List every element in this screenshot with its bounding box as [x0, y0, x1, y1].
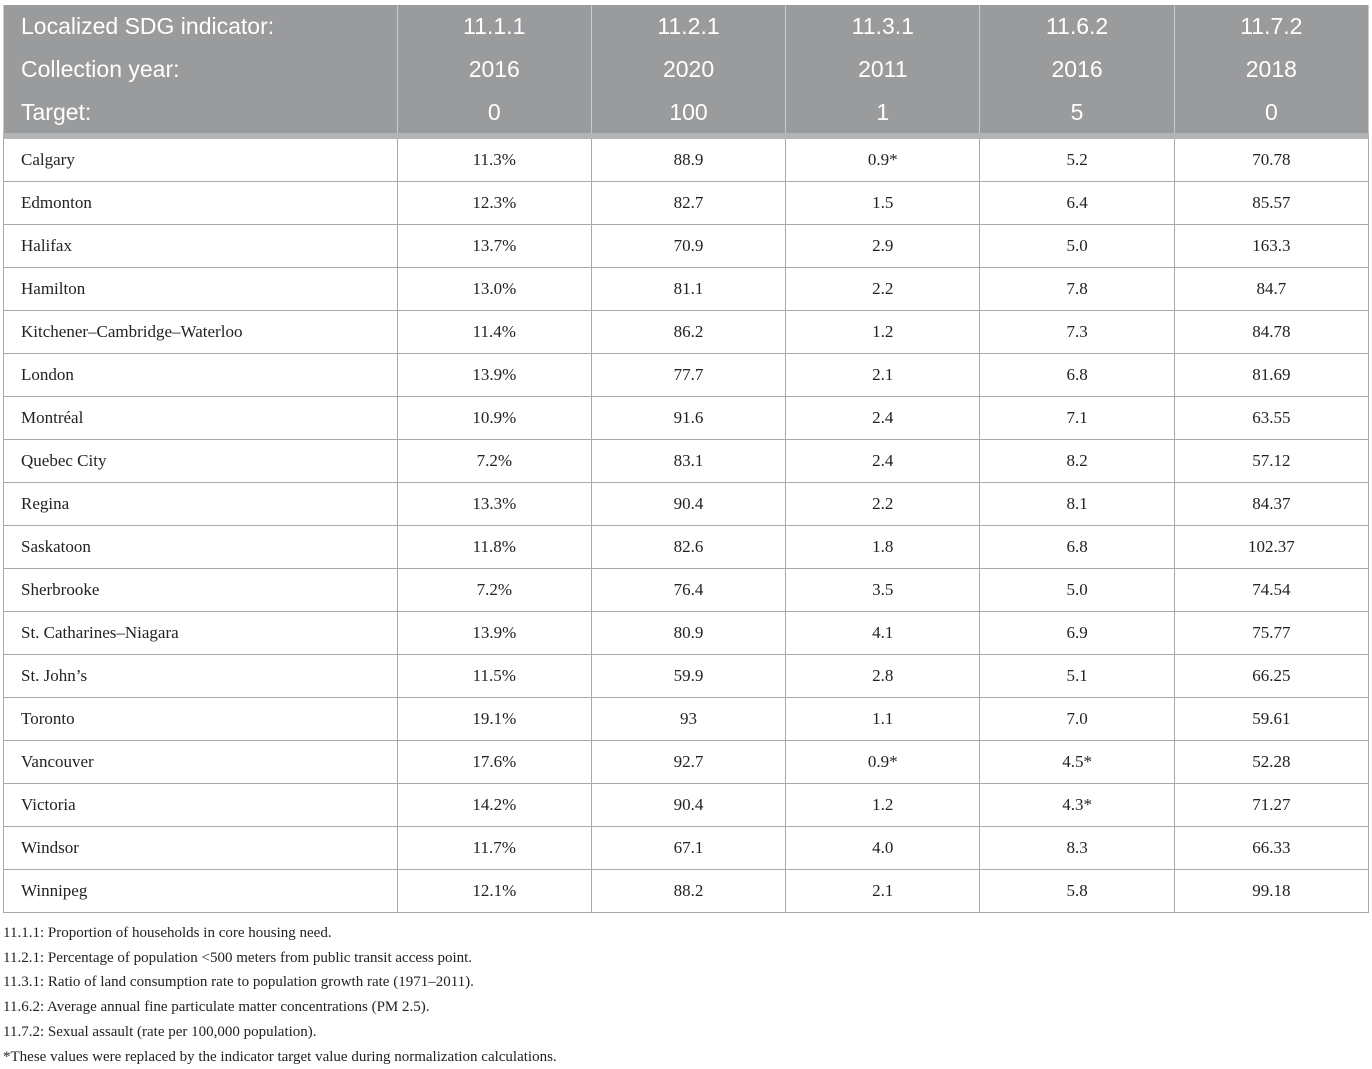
header-cell: 2016	[980, 48, 1174, 91]
table-row	[4, 268, 1369, 311]
table-row	[4, 569, 1369, 612]
city-name: St. Catharines–Niagara	[4, 612, 398, 655]
city-name: Toronto	[4, 698, 398, 741]
header-cell: 11.6.2	[980, 5, 1174, 48]
header-cell: 11.1.1	[397, 5, 591, 48]
indicator-value: 4.1	[786, 612, 980, 655]
indicator-value: 81.1	[591, 268, 785, 311]
table-row	[4, 354, 1369, 397]
header-cell: 11.2.1	[591, 5, 785, 48]
city-name: Kitchener–Cambridge–Waterloo	[4, 311, 398, 354]
sdg-indicator-table	[3, 5, 1369, 913]
header-cell: 2020	[591, 48, 785, 91]
header-label: Target:	[4, 91, 398, 136]
indicator-value: 8.2	[980, 440, 1174, 483]
indicator-value: 52.28	[1174, 741, 1368, 784]
indicator-value: 74.54	[1174, 569, 1368, 612]
indicator-value: 84.7	[1174, 268, 1368, 311]
indicator-value: 82.7	[591, 182, 785, 225]
indicator-value: 88.9	[591, 136, 785, 182]
indicator-value: 5.0	[980, 225, 1174, 268]
indicator-value: 84.78	[1174, 311, 1368, 354]
header-cell: 11.3.1	[786, 5, 980, 48]
footnote: 11.3.1: Ratio of land consumption rate to population growth rate (1971–2011).	[3, 974, 474, 991]
city-name: Hamilton	[4, 268, 398, 311]
table-body	[4, 136, 1369, 913]
indicator-value: 2.1	[786, 354, 980, 397]
indicator-value: 1.1	[786, 698, 980, 741]
indicator-value: 75.77	[1174, 612, 1368, 655]
city-name: Quebec City	[4, 440, 398, 483]
table-row	[4, 784, 1369, 827]
indicator-value: 1.5	[786, 182, 980, 225]
indicator-value: 13.9%	[397, 612, 591, 655]
indicator-value: 11.8%	[397, 526, 591, 569]
indicator-value: 5.8	[980, 870, 1174, 913]
indicator-value: 91.6	[591, 397, 785, 440]
city-name: Winnipeg	[4, 870, 398, 913]
footnote: 11.2.1: Percentage of population <500 meters from public transit access point.	[3, 949, 473, 966]
indicator-value: 163.3	[1174, 225, 1368, 268]
indicator-value: 99.18	[1174, 870, 1368, 913]
indicator-value: 10.9%	[397, 397, 591, 440]
indicator-value: 11.5%	[397, 655, 591, 698]
table-row	[4, 136, 1369, 182]
indicator-value: 2.2	[786, 483, 980, 526]
city-name: Victoria	[4, 784, 398, 827]
header-cell: 0	[1174, 91, 1368, 136]
indicator-value: 13.9%	[397, 354, 591, 397]
indicator-value: 92.7	[591, 741, 785, 784]
header-row	[4, 91, 1369, 136]
indicator-value: 57.12	[1174, 440, 1368, 483]
city-name: Edmonton	[4, 182, 398, 225]
table-row	[4, 612, 1369, 655]
indicator-value: 12.1%	[397, 870, 591, 913]
indicator-value: 85.57	[1174, 182, 1368, 225]
indicator-value: 93	[591, 698, 785, 741]
header-row	[4, 48, 1369, 91]
table-row	[4, 397, 1369, 440]
indicator-value: 7.1	[980, 397, 1174, 440]
indicator-value: 13.0%	[397, 268, 591, 311]
indicator-value: 1.8	[786, 526, 980, 569]
indicator-value: 7.8	[980, 268, 1174, 311]
city-name: Saskatoon	[4, 526, 398, 569]
indicator-value: 4.0	[786, 827, 980, 870]
indicator-value: 19.1%	[397, 698, 591, 741]
header-cell: 5	[980, 91, 1174, 136]
city-name: Montréal	[4, 397, 398, 440]
indicator-value: 2.2	[786, 268, 980, 311]
indicator-value: 13.7%	[397, 225, 591, 268]
footnote: 11.6.2: Average annual fine particulate matter concentrations (PM 2.5).	[3, 999, 430, 1016]
indicator-value: 83.1	[591, 440, 785, 483]
indicator-value: 5.2	[980, 136, 1174, 182]
indicator-value: 63.55	[1174, 397, 1368, 440]
indicator-value: 8.1	[980, 483, 1174, 526]
table-row	[4, 870, 1369, 913]
indicator-value: 81.69	[1174, 354, 1368, 397]
indicator-value: 6.8	[980, 526, 1174, 569]
indicator-value: 14.2%	[397, 784, 591, 827]
table-row	[4, 655, 1369, 698]
city-name: Vancouver	[4, 741, 398, 784]
indicator-value: 70.9	[591, 225, 785, 268]
indicator-value: 70.78	[1174, 136, 1368, 182]
indicator-value: 0.9*	[786, 136, 980, 182]
indicator-value: 7.3	[980, 311, 1174, 354]
indicator-value: 59.61	[1174, 698, 1368, 741]
table-row	[4, 827, 1369, 870]
footnote: 11.1.1: Proportion of households in core housing need.	[3, 925, 332, 941]
header-cell: 2016	[397, 48, 591, 91]
city-name: London	[4, 354, 398, 397]
indicator-value: 67.1	[591, 827, 785, 870]
indicator-value: 76.4	[591, 569, 785, 612]
city-name: Regina	[4, 483, 398, 526]
header-cell: 1	[786, 91, 980, 136]
indicator-value: 6.8	[980, 354, 1174, 397]
table-row	[4, 311, 1369, 354]
indicator-value: 66.33	[1174, 827, 1368, 870]
footnote: *These values were replaced by the indicator target value during normalization calculations.	[3, 1048, 557, 1065]
table-row	[4, 741, 1369, 784]
footnotes	[3, 921, 1369, 1069]
header-label: Localized SDG indicator:	[4, 5, 398, 48]
indicator-value: 71.27	[1174, 784, 1368, 827]
indicator-value: 2.8	[786, 655, 980, 698]
header-cell: 0	[397, 91, 591, 136]
indicator-value: 7.2%	[397, 440, 591, 483]
table-row	[4, 182, 1369, 225]
indicator-value: 2.4	[786, 397, 980, 440]
indicator-value: 5.0	[980, 569, 1174, 612]
indicator-value: 6.4	[980, 182, 1174, 225]
table-header	[4, 5, 1369, 136]
indicator-value: 77.7	[591, 354, 785, 397]
indicator-value: 80.9	[591, 612, 785, 655]
indicator-value: 17.6%	[397, 741, 591, 784]
indicator-value: 88.2	[591, 870, 785, 913]
indicator-value: 90.4	[591, 784, 785, 827]
city-name: Windsor	[4, 827, 398, 870]
indicator-value: 8.3	[980, 827, 1174, 870]
indicator-value: 102.37	[1174, 526, 1368, 569]
indicator-value: 66.25	[1174, 655, 1368, 698]
indicator-value: 6.9	[980, 612, 1174, 655]
city-name: Calgary	[4, 136, 398, 182]
indicator-value: 1.2	[786, 784, 980, 827]
indicator-value: 59.9	[591, 655, 785, 698]
indicator-value: 86.2	[591, 311, 785, 354]
indicator-value: 4.3*	[980, 784, 1174, 827]
indicator-value: 11.7%	[397, 827, 591, 870]
indicator-value: 7.0	[980, 698, 1174, 741]
indicator-value: 2.4	[786, 440, 980, 483]
indicator-value: 0.9*	[786, 741, 980, 784]
indicator-value: 2.9	[786, 225, 980, 268]
table-row	[4, 225, 1369, 268]
indicator-value: 3.5	[786, 569, 980, 612]
indicator-value: 11.4%	[397, 311, 591, 354]
indicator-value: 90.4	[591, 483, 785, 526]
header-cell: 11.7.2	[1174, 5, 1368, 48]
table-row	[4, 526, 1369, 569]
header-cell: 2011	[786, 48, 980, 91]
header-label: Collection year:	[4, 48, 398, 91]
indicator-value: 2.1	[786, 870, 980, 913]
indicator-value: 4.5*	[980, 741, 1174, 784]
city-name: St. John’s	[4, 655, 398, 698]
indicator-value: 5.1	[980, 655, 1174, 698]
indicator-value: 84.37	[1174, 483, 1368, 526]
indicator-value: 13.3%	[397, 483, 591, 526]
indicator-value: 82.6	[591, 526, 785, 569]
header-cell: 100	[591, 91, 785, 136]
footnote: 11.7.2: Sexual assault (rate per 100,000 population).	[3, 1023, 317, 1040]
indicator-value: 1.2	[786, 311, 980, 354]
header-cell: 2018	[1174, 48, 1368, 91]
table-row	[4, 483, 1369, 526]
indicator-value: 11.3%	[397, 136, 591, 182]
header-row	[4, 5, 1369, 48]
table-row	[4, 698, 1369, 741]
table-container	[3, 5, 1369, 1069]
indicator-value: 7.2%	[397, 569, 591, 612]
city-name: Halifax	[4, 225, 398, 268]
city-name: Sherbrooke	[4, 569, 398, 612]
indicator-value: 12.3%	[397, 182, 591, 225]
table-row	[4, 440, 1369, 483]
